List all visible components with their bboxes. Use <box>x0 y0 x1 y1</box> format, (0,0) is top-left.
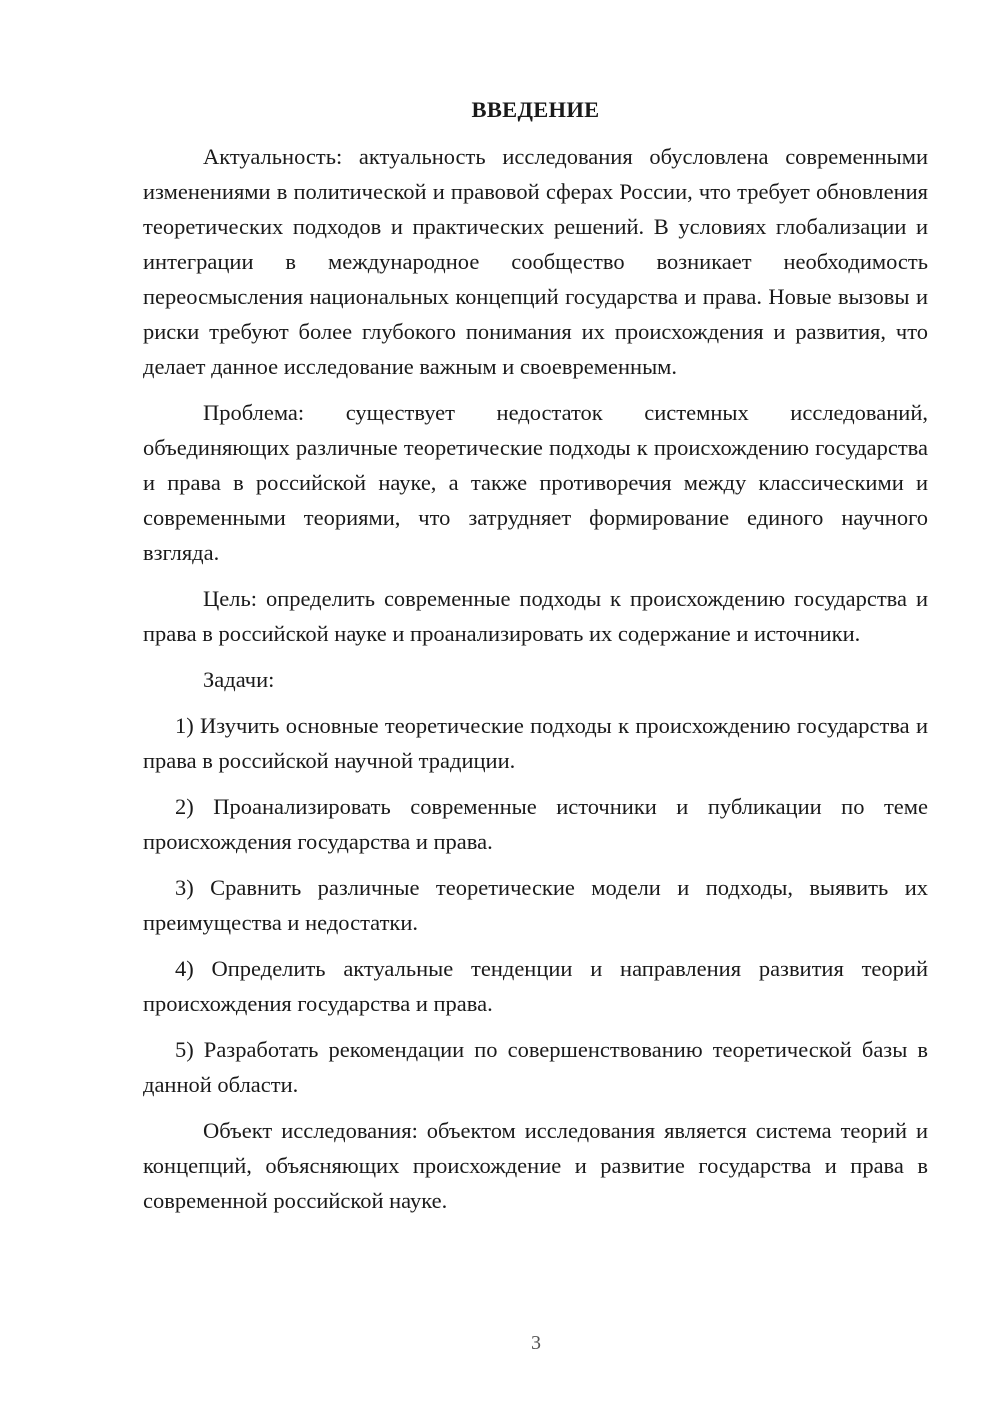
task-item-4: 4) Определить актуальные тенденции и направления развития теорий происхождения государства и права. <box>143 956 928 1016</box>
task-item-1: 1) Изучить основные теоретические подходы к происхождению государства и права в российской научной традиции. <box>143 713 928 773</box>
task-item-3: 3) Сравнить различные теоретические модели и подходы, выявить их преимущества и недостатки. <box>143 875 928 935</box>
goal-paragraph: Цель: определить современные подходы к происхождению государства и права в российской науке и проанализировать их содержание и источники. <box>143 586 928 646</box>
tasks-label: Задачи: <box>203 667 275 692</box>
task-item-5: 5) Разработать рекомендации по совершенствованию теоретической базы в данной области. <box>143 1037 928 1097</box>
object-paragraph: Объект исследования: объектом исследования является система теорий и концепций, объясняющих происхождение и развитие государства и права в современной российской науке. <box>143 1118 928 1213</box>
page-number: 3 <box>531 1332 541 1354</box>
relevance-paragraph: Актуальность: актуальность исследования обусловлена современными изменениями в политической и правовой сферах России, что требует обновления теоретических подходов и практических решений. В условиях глобализации и интеграции в международное сообщество возникает необходимость переосмысления национальных концепций государства и права. Новые вызовы и риски требуют более глубокого понимания их происхождения и развития, что делает данное исследование важным и своевременным. <box>143 144 928 379</box>
section-heading: ВВЕДЕНИЕ <box>471 97 600 122</box>
document-page <box>143 95 928 1218</box>
problem-paragraph: Проблема: существует недостаток системных исследований, объединяющих различные теоретические подходы к происхождению государства и права в российской науке, а также противоречия между классическими и современными теориями, что затрудняет формирование единого научного взгляда. <box>143 400 928 565</box>
task-item-2: 2) Проанализировать современные источники и публикации по теме происхождения государства и права. <box>143 794 928 854</box>
